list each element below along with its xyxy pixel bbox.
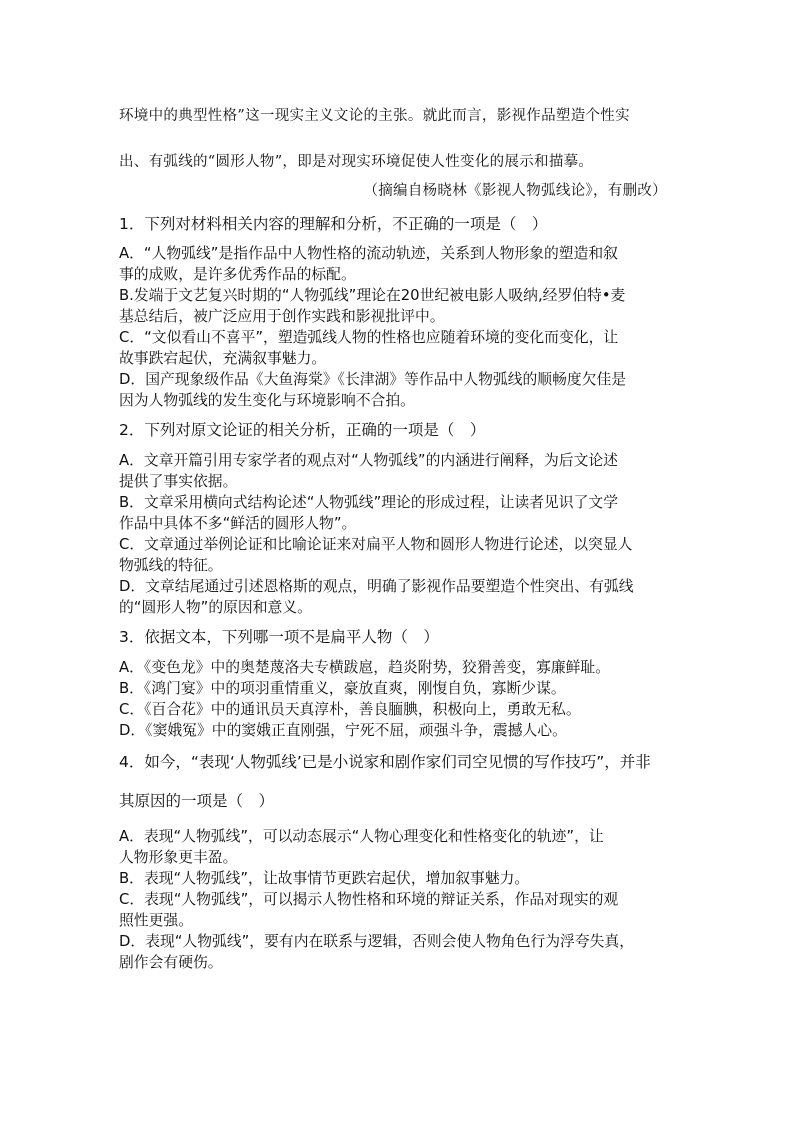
q1-option-a: A．“人物弧线”是指作品中人物性格的流动轨迹，关系到人物形象的塑造和叙 [119,245,618,262]
q1-option-a-cont: 事的成败，是许多优秀作品的标配。 [119,266,356,283]
q2-option-d: D．文章结尾通过引述恩格斯的观点，明确了影视作品要塑造个性突出、有弧线 [119,578,634,595]
q2-option-a-cont: 提供了事实依据。 [119,473,238,490]
q4-option-d-cont: 剧作会有硬伤。 [119,954,223,971]
q2-option-a: A．文章开篇引用专家学者的观点对“人物弧线”的内涵进行阐释，为后文论述 [119,452,618,469]
q3-option-c: C．《百合花》中的通讯员天真淳朴，善良腼腆，积极向上，勇敢无私。 [119,701,581,718]
question-4-stem: 4．如今，“表现‘人物弧线’已是小说家和剧作家们司空见惯的写作技巧”，并非 [119,753,651,771]
q4-option-d: D．表现“人物弧线”，要有内在联系与逻辑，否则会使人物角色行为浮夸失真， [119,933,635,950]
passage-source: （摘编自杨晓林《影视人物弧线论》，有删改） [363,183,667,199]
q4-option-c: C．表现“人物弧线”，可以揭示人物性格和环境的辩证关系，作品对现实的观 [119,891,619,908]
q4-option-a-cont: 人物形象更丰盈。 [119,849,238,866]
question-3-stem: 3．依据文本，下列哪一项不是扁平人物（ ） [119,628,439,646]
q1-option-b: B.发端于文艺复兴时期的“人物弧线”理论在20世纪被电影人吸纳,经罗伯特•麦 [119,287,626,304]
q2-option-d-cont: 的“圆形人物”的原因和意义。 [119,599,312,616]
question-2-stem: 2．下列对原文论证的相关分析，正确的一项是（ ） [119,421,486,439]
q1-option-b-cont: 基总结后，被广泛应用于创作实践和影视批评中。 [119,308,445,325]
q3-option-b: B．《鸿门宴》中的项羽重情重义，豪放直爽，刚愎自负，寡断少谋。 [119,680,566,697]
passage-line: 出、有弧线的“圆形人物”，即是对现实环境促使人性变化的展示和描摹。 [119,154,594,170]
q1-option-c-cont: 故事跌宕起伏，充满叙事魅力。 [119,350,327,367]
q2-option-c-cont: 物弧线的特征。 [119,557,223,574]
q2-option-b: B．文章采用横向式结构论述“人物弧线”理论的形成过程，让读者见识了文学 [119,494,618,511]
q4-option-b: B．表现“人物弧线”，让故事情节更跌宕起伏，增加叙事魅力。 [119,870,530,887]
q1-option-c: C．“文似看山不喜平”，塑造弧线人物的性格也应随着环境的变化而变化，让 [119,329,619,346]
question-1-stem: 1．下列对材料相关内容的理解和分析，不正确的一项是（ ） [119,215,548,233]
q4-option-a: A．表现“人物弧线”，可以动态展示“人物心理变化和性格变化的轨迹”，让 [119,828,604,845]
q4-option-c-cont: 照性更强。 [119,912,193,929]
q1-option-d: D．国产现象级作品《大鱼海棠》《长津湖》等作品中人物弧线的顺畅度欠佳是 [119,371,627,388]
q2-option-b-cont: 作品中具体不多“鲜活的圆形人物”。 [119,515,357,532]
q1-option-d-cont: 因为人物弧线的发生变化与环境影响不合拍。 [119,392,415,409]
question-4-stem-cont: 其原因的一项是（ ） [119,792,275,810]
q3-option-d: D．《窦娥冤》中的窦娥正直刚强，宁死不屈，顽强斗争，震撼人心。 [119,722,567,739]
q2-option-c: C．文章通过举例论证和比喻论证来对扁平人物和圆形人物进行论述，以突显人 [119,536,633,553]
passage-line: 环境中的典型性格”这一现实主义文论的主张。就此而言，影视作品塑造个性实 [119,108,630,124]
q3-option-a: A．《变色龙》中的奥楚蔑洛夫专横跋扈，趋炎附势，狡猾善变，寡廉鲜耻。 [119,659,611,676]
